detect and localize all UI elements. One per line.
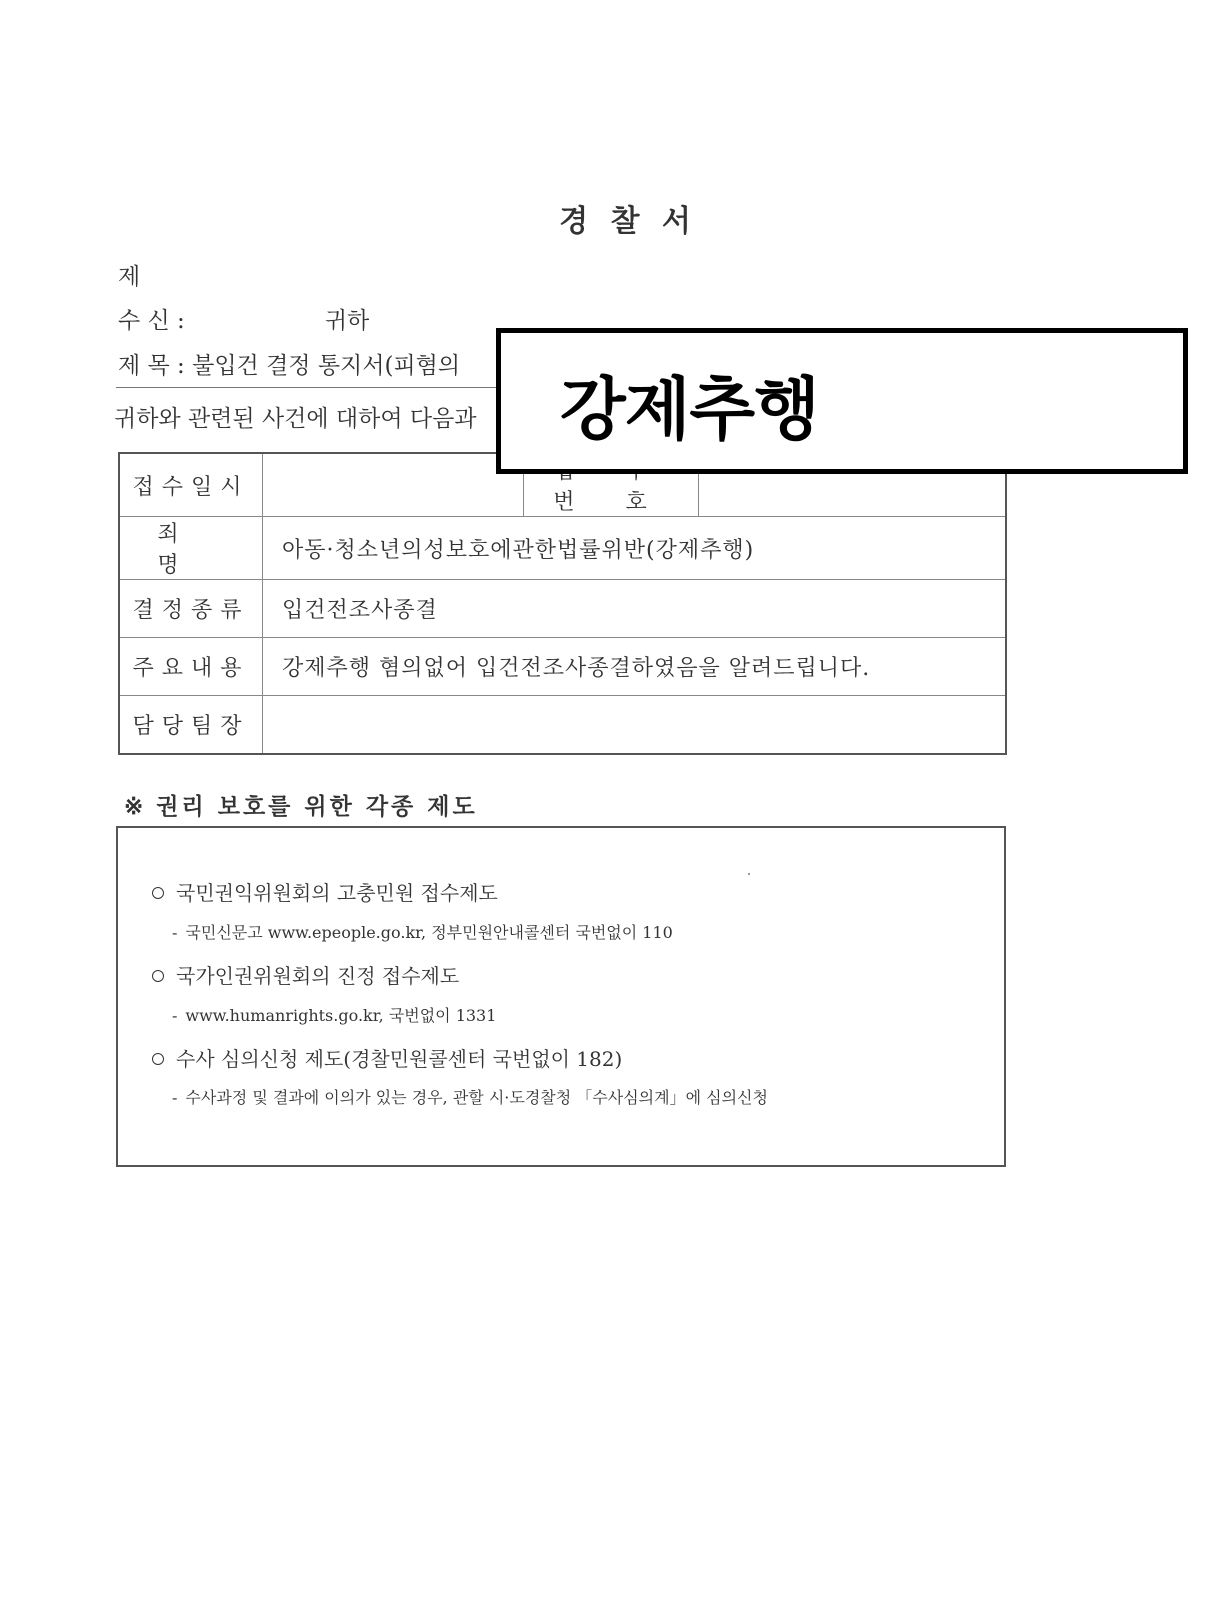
- rights-item-detail-text: 국민신문고 www.epeople.go.kr, 정부민원안내콜센터 국번없이 110: [185, 923, 673, 942]
- rights-item: [152, 960, 459, 989]
- circle-bullet-icon: [152, 1053, 164, 1065]
- subject-line: 제 목 : 불입건 결정 통지서(피혐의: [118, 353, 461, 379]
- document-number-label: 제: [118, 264, 141, 290]
- table-row: [119, 580, 1006, 638]
- row-label-received-number: 번 호: [524, 453, 699, 517]
- document-title: 경 찰 서: [559, 204, 697, 239]
- recipient-label: 수 신 :: [118, 308, 185, 334]
- row-value-offense: 아동·청소년의성보호에관한법률위반(강제추행): [263, 517, 1007, 580]
- circle-bullet-icon: [152, 887, 164, 899]
- circle-bullet-icon: [152, 970, 164, 982]
- redaction-overlay-text: 강제추행: [560, 371, 819, 450]
- rights-item-detail-text: www.humanrights.go.kr, 국번없이 1331: [185, 1006, 497, 1025]
- rights-item-detail: [172, 1003, 496, 1026]
- row-label-received-date: 접수일시: [119, 453, 263, 517]
- dash-bullet: -: [172, 1088, 178, 1107]
- rights-item-text: 수사 심의신청 제도(경찰민원콜센터 국번없이 182): [176, 1047, 623, 1071]
- reference-mark: ※: [124, 793, 147, 820]
- rights-item-detail-text: 수사과정 및 결과에 이의가 있는 경우, 관할 시·도경찰청 「수사심의계」에 심의신청: [185, 1088, 768, 1107]
- intro-text: 귀하와 관련된 사건에 대하여 다음과: [114, 406, 477, 432]
- rights-item-detail: [172, 1085, 768, 1108]
- table-row: [119, 638, 1006, 696]
- rights-section-title: [124, 788, 478, 821]
- row-value-main-content: 강제추행 혐의없어 입건전조사종결하였음을 알려드립니다.: [263, 638, 1007, 696]
- scan-speck: [748, 873, 750, 875]
- table-row: [119, 696, 1006, 755]
- rights-item-text: 국민권익위원회의 고충민원 접수제도: [176, 881, 498, 905]
- recipient-honorific: 귀하: [324, 308, 370, 334]
- row-value-team-leader: [263, 696, 1007, 755]
- dash-bullet: -: [172, 923, 178, 942]
- row-label-team-leader: 담당팀장: [119, 696, 263, 755]
- rights-item: [152, 1043, 622, 1072]
- rights-title-text: 권리 보호를 위한 각종 제도: [156, 793, 478, 820]
- row-label-decision-type: 결정종류: [119, 580, 263, 638]
- recipient-line: [118, 302, 369, 335]
- row-value-received-date: [263, 453, 524, 517]
- row-value-decision-type: 입건전조사종결: [263, 580, 1007, 638]
- rights-item: [152, 877, 498, 906]
- rights-item-text: 국가인권위원회의 진정 접수제도: [176, 964, 460, 988]
- rights-item-detail: [172, 920, 673, 943]
- case-info-table: [118, 452, 1007, 755]
- dash-bullet: -: [172, 1006, 178, 1025]
- row-label-offense: 죄 명: [119, 517, 263, 580]
- table-row: [119, 517, 1006, 580]
- row-label-main-content: 주요내용: [119, 638, 263, 696]
